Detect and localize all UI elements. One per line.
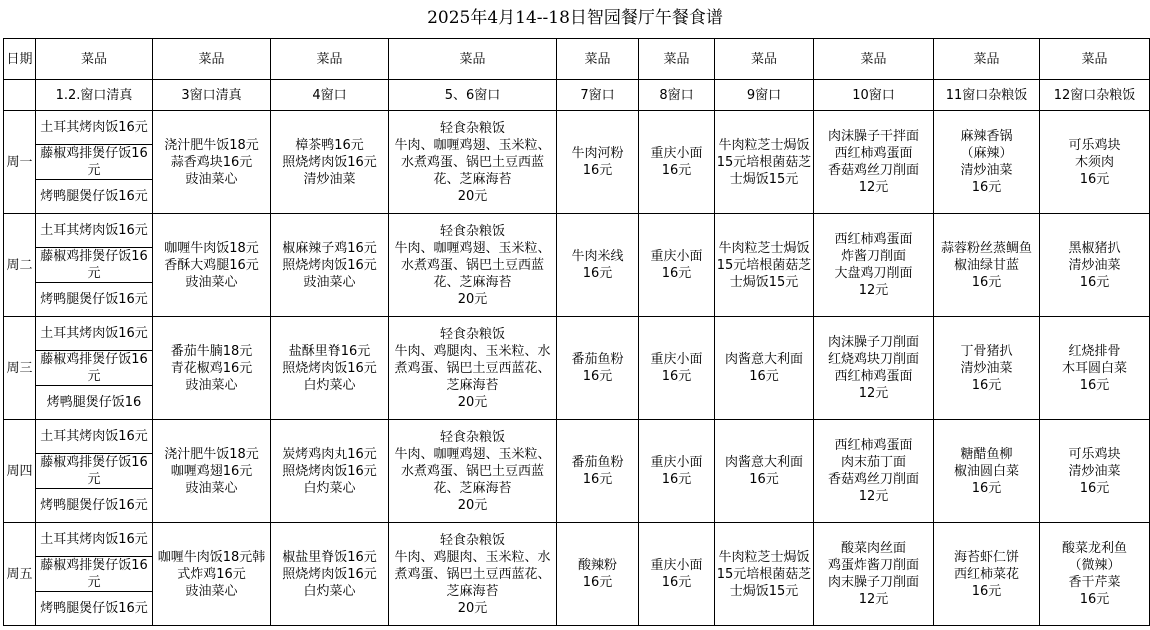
dish-stack: [36, 214, 152, 316]
window-1-2-cell: [36, 420, 153, 523]
dish-line: 肉末茄丁面: [840, 455, 906, 470]
menu-cell-w7: [557, 214, 639, 317]
dish-line: 16元: [971, 583, 1002, 599]
dish-line: 椒盐里脊饭16元: [282, 549, 377, 565]
menu-cell-w10: [814, 420, 934, 523]
menu-table: [3, 38, 1150, 626]
dish-item: [36, 317, 152, 351]
dish-line: 咖喱鸡翅16元: [170, 463, 253, 479]
dish-text: 藤椒鸡排煲仔饭16元: [40, 455, 148, 487]
dish-line: 重庆小面: [650, 249, 703, 264]
dish-text: 烤鸭腿煲仔饭16元: [40, 497, 148, 513]
dish-item: [36, 557, 152, 591]
dish-line: 香菇鸡丝刀削面: [827, 163, 919, 178]
menu-cell-w8: [639, 214, 715, 317]
dish-line: 肉酱意大利面: [724, 455, 803, 470]
dish-line: 炸酱刀削面: [840, 249, 906, 264]
dish-line: 牛肉粒芝士焗饭15元培根菌菇芝士焗饭15元: [716, 137, 812, 187]
window-label: 3窗口清真: [153, 80, 271, 111]
dish-line: 可乐鸡块: [1068, 446, 1121, 462]
window-label: 1.2.窗口清真: [36, 80, 153, 111]
dish-line: 清炒油菜: [1068, 257, 1121, 273]
dish-text: 藤椒鸡排煲仔饭16元: [40, 146, 148, 178]
dish-line: 16元: [1079, 274, 1110, 290]
dish-item: [36, 145, 152, 179]
dish-line: 12元: [858, 489, 889, 504]
dish-item: [36, 111, 152, 145]
dish-item: [36, 248, 152, 282]
menu-cell-w11: [934, 317, 1040, 420]
menu-cell-w3: [153, 317, 271, 420]
dish-line: 西红柿鸡蛋面: [834, 438, 913, 453]
dish-line: 照烧烤肉饭16元: [282, 257, 377, 273]
dish-header: 菜品: [1040, 39, 1150, 80]
dish-line: 16元: [661, 369, 692, 384]
window-label: 9窗口: [715, 80, 814, 111]
dish-line: 12元: [858, 180, 889, 195]
dish-line: 盐酥里脊16元: [288, 343, 371, 359]
dish-line: 照烧烤肉饭16元: [282, 566, 377, 582]
window-label: 12窗口杂粮饭: [1040, 80, 1150, 111]
window-corner-cell: [4, 80, 36, 111]
day-header: 日期: [4, 39, 36, 80]
menu-cell-w7: [557, 420, 639, 523]
dish-line: 可乐鸡块: [1068, 137, 1121, 153]
menu-cell-w3: [153, 420, 271, 523]
dish-line: 酸菜龙利鱼: [1061, 541, 1127, 556]
dish-stack: [36, 420, 152, 522]
dish-item: [36, 386, 152, 419]
menu-cell-w12b: [1040, 523, 1150, 626]
dish-text: 藤椒鸡排煲仔饭16元: [40, 249, 148, 281]
dish-line: 牛肉粒芝士焗饭15元培根菌菇芝士焗饭15元: [716, 549, 812, 599]
dish-line: 清炒油菜: [960, 163, 1013, 178]
dish-line: 清炒油菜: [1068, 463, 1121, 479]
dish-line: 椒麻辣子鸡16元: [282, 240, 377, 256]
menu-cell-w4: [271, 523, 389, 626]
dish-line: 豉油菜心: [185, 274, 238, 290]
dish-line: 肉沫臊子干拌面: [827, 129, 919, 144]
day-label: 周三: [4, 317, 36, 420]
dish-line: 豉油菜心: [185, 480, 238, 496]
day-label: 周二: [4, 214, 36, 317]
dish-line: 20元: [457, 291, 488, 307]
window-label: 4窗口: [271, 80, 389, 111]
window-row: [4, 80, 1150, 111]
dish-header: 菜品: [557, 39, 639, 80]
menu-cell-w11: [934, 420, 1040, 523]
menu-cell-w9: [715, 420, 814, 523]
dish-item: [36, 489, 152, 522]
day-row: [4, 420, 1150, 523]
dish-line: 轻食杂粮饭: [439, 429, 505, 445]
dish-text: 土耳其烤肉饭16元: [40, 120, 148, 136]
dish-line: 红烧排骨: [1068, 343, 1121, 359]
dish-line: 12元: [858, 283, 889, 298]
dish-item: [36, 420, 152, 454]
day-row: [4, 523, 1150, 626]
dish-line: 16元: [1079, 377, 1110, 393]
window-1-2-cell: [36, 111, 153, 214]
dish-line: 照烧烤肉饭16元: [282, 154, 377, 170]
menu-cell-w9: [715, 214, 814, 317]
dish-line: 酸辣粉: [577, 558, 617, 573]
dish-line: 重庆小面: [650, 558, 703, 573]
dish-line: 16元: [582, 163, 613, 178]
menu-cell-w12b: [1040, 111, 1150, 214]
dish-line: 白灼菜心: [303, 480, 356, 496]
dish-line: 牛肉、咖喱鸡翅、玉米粒、水煮鸡蛋、锅巴土豆西蓝花、芝麻海苔: [394, 240, 551, 290]
dish-line: 重庆小面: [650, 146, 703, 161]
dish-line: 16元: [971, 480, 1002, 496]
dish-line: 16元: [582, 472, 613, 487]
day-row: [4, 214, 1150, 317]
dish-line: 西红柿鸡蛋面: [834, 232, 913, 247]
dish-item: [36, 214, 152, 248]
menu-cell-w9: [715, 111, 814, 214]
menu-cell-w10: [814, 111, 934, 214]
menu-cell-w11: [934, 523, 1040, 626]
dish-line: 咖喱牛肉饭18元: [164, 240, 259, 256]
menu-cell-w56: [389, 111, 557, 214]
menu-cell-w4: [271, 111, 389, 214]
menu-cell-w7: [557, 523, 639, 626]
dish-line: 蒜蓉粉丝蒸鲷鱼: [940, 240, 1032, 256]
dish-text: 藤椒鸡排煲仔饭16元: [40, 558, 148, 590]
dish-stack: [36, 317, 152, 419]
dish-line: 重庆小面: [650, 352, 703, 367]
dish-text: 土耳其烤肉饭16元: [40, 326, 148, 342]
dish-line: 16元: [1079, 171, 1110, 187]
dish-header: 菜品: [934, 39, 1040, 80]
dish-line: 番茄鱼粉: [571, 352, 624, 367]
window-label: 7窗口: [557, 80, 639, 111]
header-row: [4, 39, 1150, 80]
dish-line: 16元: [1079, 592, 1110, 607]
dish-line: 16元: [661, 575, 692, 590]
menu-cell-w56: [389, 420, 557, 523]
menu-cell-w11: [934, 214, 1040, 317]
dish-header: 菜品: [715, 39, 814, 80]
dish-item: [36, 180, 152, 213]
dish-line: 西红柿鸡蛋面: [834, 146, 913, 161]
menu-cell-w4: [271, 214, 389, 317]
menu-cell-w9: [715, 317, 814, 420]
dish-line: 西红柿鸡蛋面: [834, 369, 913, 384]
dish-line: 豉油菜心: [185, 171, 238, 187]
dish-line: 麻辣香锅: [960, 129, 1013, 144]
menu-cell-w8: [639, 420, 715, 523]
dish-line: 16元: [971, 180, 1002, 195]
dish-line: 丁骨猪扒: [960, 343, 1013, 359]
dish-header: 菜品: [36, 39, 153, 80]
day-row: [4, 317, 1150, 420]
dish-line: 鸡蛋炸酱刀削面: [827, 558, 919, 573]
dish-line: 肉沫臊子刀削面: [827, 335, 919, 350]
menu-table-body: [4, 39, 1150, 626]
dish-line: 黑椒猪扒: [1068, 240, 1121, 256]
window-label: 11窗口杂粮饭: [934, 80, 1040, 111]
dish-line: 蒜香鸡块16元: [170, 154, 253, 170]
dish-line: 20元: [457, 394, 488, 410]
dish-text: 烤鸭腿煲仔饭16元: [40, 600, 148, 616]
dish-line: 重庆小面: [650, 455, 703, 470]
dish-line: 白灼菜心: [303, 377, 356, 393]
dish-line: 牛肉米线: [571, 249, 624, 264]
dish-line: 香酥大鸡腿16元: [164, 257, 259, 273]
dish-header: 菜品: [153, 39, 271, 80]
dish-line: 轻食杂粮饭: [439, 326, 505, 342]
dish-line: 20元: [457, 600, 488, 616]
dish-line: 清炒油菜: [303, 171, 356, 187]
dish-header: 菜品: [814, 39, 934, 80]
dish-line: 20元: [457, 497, 488, 513]
dish-line: 16元: [971, 274, 1002, 290]
dish-line: 青花椒鸡16元: [170, 360, 253, 376]
dish-item: [36, 454, 152, 488]
dish-line: 16元: [661, 266, 692, 281]
menu-cell-w10: [814, 317, 934, 420]
menu-cell-w12b: [1040, 317, 1150, 420]
dish-header: 菜品: [639, 39, 715, 80]
dish-line: 咖喱牛肉饭18元韩式炸鸡16元: [157, 549, 266, 582]
dish-stack: [36, 523, 152, 625]
dish-line: 12元: [858, 592, 889, 607]
dish-text: 藤椒鸡排煲仔饭16元: [40, 352, 148, 384]
dish-line: 16元: [582, 369, 613, 384]
dish-line: 椒油绿甘蓝: [953, 257, 1019, 273]
dish-line: 木耳圆白菜: [1061, 360, 1127, 376]
dish-line: 椒油圆白菜: [953, 463, 1019, 479]
dish-line: 牛肉、咖喱鸡翅、玉米粒、水煮鸡蛋、锅巴土豆西蓝花、芝麻海苔: [394, 137, 551, 187]
dish-line: 16元: [971, 377, 1002, 393]
day-label: 周一: [4, 111, 36, 214]
dish-line: 浇汁肥牛饭18元: [164, 446, 259, 462]
day-label: 周四: [4, 420, 36, 523]
dish-line: 大盘鸡刀削面: [834, 266, 913, 281]
menu-cell-w56: [389, 523, 557, 626]
dish-line: 炭烤鸡肉丸16元: [282, 446, 377, 462]
dish-item: [36, 523, 152, 557]
dish-text: 土耳其烤肉饭16元: [40, 532, 148, 548]
dish-header: 菜品: [389, 39, 557, 80]
dish-line: 牛肉、鸡腿肉、玉米粒、水煮鸡蛋、锅巴土豆西蓝花、芝麻海苔: [394, 343, 551, 393]
dish-item: [36, 592, 152, 625]
dish-line: 牛肉河粉: [571, 146, 624, 161]
window-1-2-cell: [36, 523, 153, 626]
dish-text: 土耳其烤肉饭16元: [40, 429, 148, 445]
menu-cell-w12b: [1040, 214, 1150, 317]
dish-line: 番茄鱼粉: [571, 455, 624, 470]
dish-text: 烤鸭腿煲仔饭16元: [40, 188, 148, 204]
dish-line: 豉油菜心: [185, 583, 238, 599]
dish-line: 16元: [1079, 480, 1110, 496]
dish-line: 16元: [661, 472, 692, 487]
dish-line: 牛肉粒芝士焗饭15元培根菌菇芝士焗饭15元: [716, 240, 812, 290]
dish-line: 肉酱意大利面: [724, 352, 803, 367]
dish-line: （微辣）: [1068, 558, 1121, 573]
dish-line: 香干芹菜: [1068, 575, 1121, 590]
dish-text: 土耳其烤肉饭16元: [40, 223, 148, 239]
menu-cell-w11: [934, 111, 1040, 214]
dish-line: 牛肉、咖喱鸡翅、玉米粒、水煮鸡蛋、锅巴土豆西蓝花、芝麻海苔: [394, 446, 551, 496]
dish-stack: [36, 111, 152, 213]
dish-line: 牛肉、鸡腿肉、玉米粒、水煮鸡蛋、锅巴土豆西蓝花、芝麻海苔: [394, 549, 551, 599]
dish-text: 烤鸭腿煲仔饭16元: [40, 291, 148, 307]
dish-line: 酸菜肉丝面: [840, 541, 906, 556]
dish-line: 12元: [858, 386, 889, 401]
menu-cell-w3: [153, 523, 271, 626]
dish-line: 香菇鸡丝刀削面: [827, 472, 919, 487]
dish-line: 西红柿菜花: [953, 566, 1019, 582]
dish-item: [36, 351, 152, 385]
menu-cell-w8: [639, 317, 715, 420]
dish-line: 海苔虾仁饼: [953, 549, 1019, 565]
dish-line: 浇汁肥牛饭18元: [164, 137, 259, 153]
dish-header: 菜品: [271, 39, 389, 80]
dish-line: 照烧烤肉饭16元: [282, 360, 377, 376]
dish-line: 16元: [661, 163, 692, 178]
day-row: [4, 111, 1150, 214]
menu-cell-w8: [639, 111, 715, 214]
dish-line: 16元: [582, 575, 613, 590]
dish-line: 豉油菜心: [303, 274, 356, 290]
dish-line: 番茄牛腩18元: [170, 343, 253, 359]
dish-line: 清炒油菜: [960, 360, 1013, 376]
menu-cell-w12b: [1040, 420, 1150, 523]
dish-line: 16元: [749, 369, 779, 384]
menu-cell-w56: [389, 214, 557, 317]
dish-line: 轻食杂粮饭: [439, 223, 505, 239]
dish-line: 16元: [749, 472, 779, 487]
dish-line: 樟茶鸭16元: [295, 137, 364, 153]
window-1-2-cell: [36, 317, 153, 420]
menu-cell-w4: [271, 317, 389, 420]
dish-line: 木须肉: [1074, 154, 1114, 170]
page-title: 2025年4月14--18日智园餐厅午餐食谱: [427, 8, 723, 28]
window-label: 5、6窗口: [389, 80, 557, 111]
menu-cell-w10: [814, 214, 934, 317]
menu-cell-w10: [814, 523, 934, 626]
dish-line: 20元: [457, 188, 488, 204]
dish-text: 烤鸭腿煲仔饭16: [46, 394, 142, 410]
window-1-2-cell: [36, 214, 153, 317]
menu-cell-w7: [557, 111, 639, 214]
dish-line: 16元: [582, 266, 613, 281]
dish-line: 红烧鸡块刀削面: [827, 352, 919, 367]
menu-cell-w4: [271, 420, 389, 523]
dish-line: 轻食杂粮饭: [439, 532, 505, 548]
dish-line: 肉末臊子刀削面: [827, 575, 919, 590]
menu-cell-w56: [389, 317, 557, 420]
dish-line: 白灼菜心: [303, 583, 356, 599]
dish-line: 糖醋鱼柳: [960, 446, 1013, 462]
window-label: 10窗口: [814, 80, 934, 111]
dish-line: 轻食杂粮饭: [439, 120, 505, 136]
menu-cell-w3: [153, 111, 271, 214]
dish-line: （麻辣）: [960, 146, 1013, 161]
menu-cell-w9: [715, 523, 814, 626]
menu-cell-w7: [557, 317, 639, 420]
dish-item: [36, 283, 152, 316]
day-label: 周五: [4, 523, 36, 626]
dish-line: 豉油菜心: [185, 377, 238, 393]
menu-cell-w8: [639, 523, 715, 626]
window-label: 8窗口: [639, 80, 715, 111]
menu-cell-w3: [153, 214, 271, 317]
dish-line: 照烧烤肉饭16元: [282, 463, 377, 479]
